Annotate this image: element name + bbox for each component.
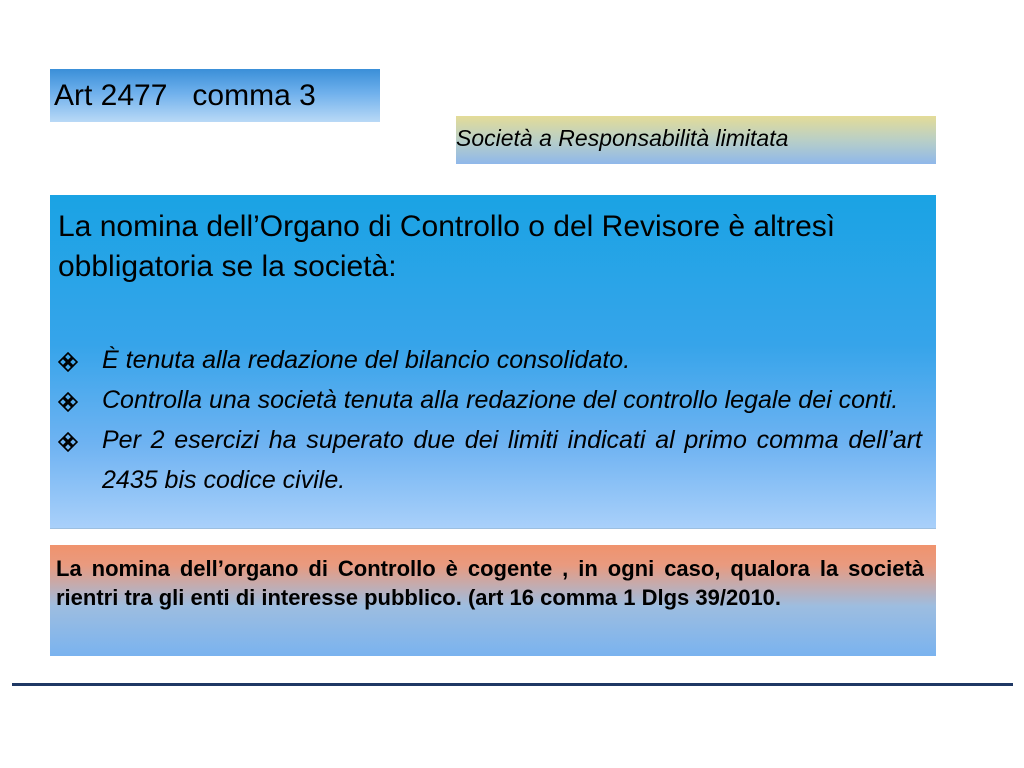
diamond-bullet-icon xyxy=(58,432,78,452)
slide-subtitle: Società a Responsabilità limitata xyxy=(456,116,936,164)
bullet-item-controls xyxy=(58,380,922,420)
slide-title: Art 2477 comma 3 xyxy=(50,69,380,122)
bullet-item-limits xyxy=(58,420,922,500)
note-box: La nomina dell’organo di Controllo è cogente , in ogni caso, qualora la società rientri tra gli enti di interesse pubblico. (art 16 comma 1 Dlgs 39/2010. xyxy=(50,545,936,656)
main-content-box xyxy=(50,195,936,529)
bullet-list xyxy=(58,340,922,500)
bullet-text: Per 2 esercizi ha superato due dei limiti indicati al primo comma dell’art 2435 bis codice civile. xyxy=(102,426,922,494)
bullet-text: È tenuta alla redazione del bilancio consolidato. xyxy=(102,346,631,374)
diamond-bullet-icon xyxy=(58,392,78,412)
bullet-text: Controlla una società tenuta alla redazione del controllo legale dei conti. xyxy=(102,386,899,414)
diamond-bullet-icon xyxy=(58,352,78,372)
main-heading: La nomina dell’Organo di Controllo o del Revisore è altresì obbligatoria se la società: xyxy=(58,210,836,283)
bottom-divider xyxy=(12,683,1013,686)
bullet-item-consolidated xyxy=(58,340,922,380)
